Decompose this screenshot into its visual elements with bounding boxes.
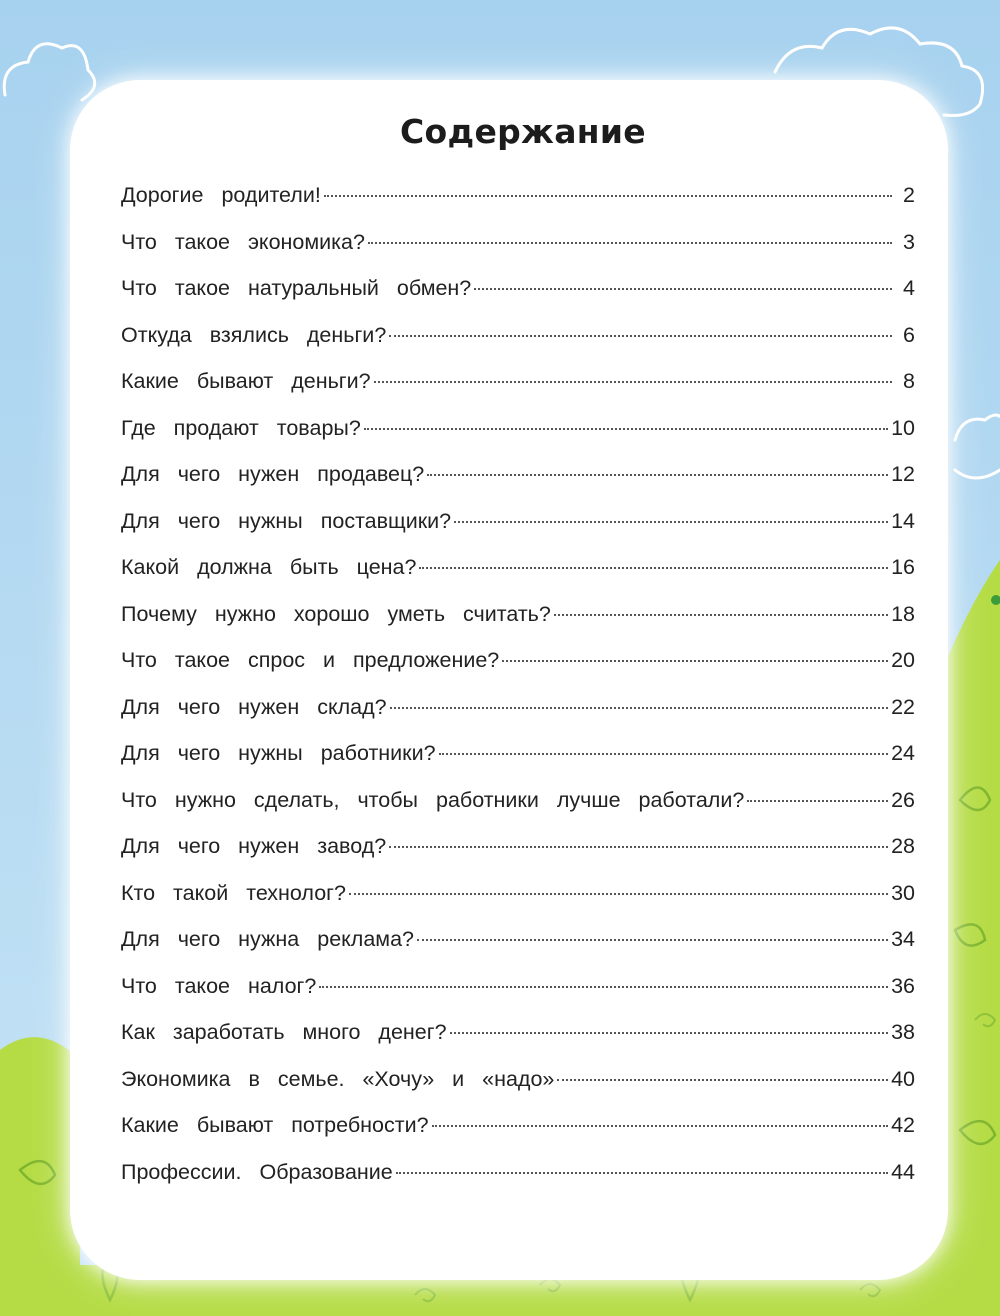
toc-entry[interactable] xyxy=(121,172,915,219)
toc-entry-page-number: 24 xyxy=(891,741,915,765)
toc-entry[interactable] xyxy=(121,405,915,452)
toc-entry-page-number: 36 xyxy=(891,973,915,998)
toc-entry[interactable] xyxy=(121,1149,915,1196)
toc-entry-page-number: 28 xyxy=(891,834,915,858)
toc-entry-page-number: 20 xyxy=(891,648,915,672)
toc-entry-title: Для чего нужна реклама? xyxy=(121,927,414,951)
toc-dot-leader xyxy=(374,381,892,383)
toc-dot-leader xyxy=(349,893,888,895)
toc-entry-title: Как заработать много денег? xyxy=(121,1020,447,1044)
toc-dot-leader xyxy=(432,1125,889,1127)
toc-entry-title: Для чего нужны работники? xyxy=(121,741,436,765)
toc-dot-leader xyxy=(324,195,892,197)
toc-entry[interactable] xyxy=(121,777,915,824)
toc-entry-title: Что нужно сделать, чтобы работники лучше работали? xyxy=(121,787,745,812)
toc-entry-page-number: 38 xyxy=(891,1020,915,1044)
toc-dot-leader xyxy=(364,428,888,430)
toc-entry[interactable] xyxy=(121,916,915,963)
toc-entry-title: Что такое экономика? xyxy=(121,229,365,254)
toc-entry-page-number: 10 xyxy=(891,415,915,440)
toc-dot-leader xyxy=(396,1172,888,1174)
toc-entry-page-number: 14 xyxy=(891,508,915,533)
toc-entry-title: Что такое спрос и предложение? xyxy=(121,648,500,672)
toc-dot-leader xyxy=(502,660,888,662)
toc-entry-page-number: 6 xyxy=(903,322,915,347)
toc-entry[interactable] xyxy=(121,591,915,638)
toc-dot-leader xyxy=(554,614,888,616)
toc-entry-title: Что такое налог? xyxy=(121,973,317,998)
toc-entry[interactable] xyxy=(121,544,915,591)
toc-entry-title: Откуда взялись деньги? xyxy=(121,322,387,347)
toc-entry-title: Какие бывают потребности? xyxy=(121,1113,429,1137)
toc-entry-page-number: 12 xyxy=(891,462,915,486)
toc-entry-page-number: 18 xyxy=(891,601,915,626)
toc-entry-page-number: 4 xyxy=(903,276,915,300)
toc-entry[interactable] xyxy=(121,312,915,359)
toc-entry-page-number: 26 xyxy=(891,787,915,812)
toc-dot-leader xyxy=(417,939,888,941)
toc-entry-title: Какие бывают деньги? xyxy=(121,369,371,393)
toc-entry[interactable] xyxy=(121,265,915,312)
toc-entry-page-number: 3 xyxy=(903,229,915,254)
toc-entry-page-number: 40 xyxy=(891,1066,915,1091)
toc-entry[interactable] xyxy=(121,1102,915,1149)
toc-entry[interactable] xyxy=(121,637,915,684)
toc-entry-page-number: 2 xyxy=(903,183,915,207)
table-of-contents xyxy=(121,172,915,1195)
toc-dot-leader xyxy=(319,986,888,988)
toc-entry-title: Для чего нужен продавец? xyxy=(121,462,425,486)
toc-entry-page-number: 44 xyxy=(891,1159,915,1184)
toc-entry-page-number: 22 xyxy=(891,694,915,719)
toc-entry-title: Дорогие родители! xyxy=(121,183,321,207)
toc-dot-leader xyxy=(368,242,892,244)
toc-entry-title: Экономика в семье. «Хочу» и «надо» xyxy=(121,1066,555,1091)
toc-dot-leader xyxy=(747,800,888,802)
toc-entry[interactable] xyxy=(121,963,915,1010)
toc-entry[interactable] xyxy=(121,451,915,498)
toc-dot-leader xyxy=(389,335,892,337)
toc-dot-leader xyxy=(389,846,888,848)
toc-entry[interactable] xyxy=(121,358,915,405)
toc-entry-title: Где продают товары? xyxy=(121,415,361,440)
toc-entry[interactable] xyxy=(121,1056,915,1103)
toc-entry[interactable] xyxy=(121,1009,915,1056)
toc-entry[interactable] xyxy=(121,823,915,870)
toc-dot-leader xyxy=(390,707,888,709)
toc-entry-title: Для чего нужны поставщики? xyxy=(121,508,452,533)
toc-entry-title: Профессии. Образование xyxy=(121,1159,393,1184)
toc-entry-page-number: 8 xyxy=(903,369,915,393)
toc-entry-title: Кто такой технолог? xyxy=(121,880,346,905)
toc-dot-leader xyxy=(454,521,888,523)
toc-entry-title: Какой должна быть цена? xyxy=(121,555,417,579)
toc-entry[interactable] xyxy=(121,870,915,917)
toc-entry-title: Почему нужно хорошо уметь считать? xyxy=(121,601,551,626)
toc-dot-leader xyxy=(557,1079,888,1081)
toc-entry-title: Для чего нужен завод? xyxy=(121,834,387,858)
toc-entry-page-number: 16 xyxy=(891,555,915,579)
toc-entry[interactable] xyxy=(121,498,915,545)
toc-entry[interactable] xyxy=(121,684,915,731)
toc-entry-title: Для чего нужен склад? xyxy=(121,694,387,719)
toc-dot-leader xyxy=(427,474,888,476)
toc-entry-title: Что такое натуральный обмен? xyxy=(121,276,472,300)
toc-entry[interactable] xyxy=(121,219,915,266)
toc-dot-leader xyxy=(474,288,892,290)
toc-entry-page-number: 30 xyxy=(891,880,915,905)
toc-dot-leader xyxy=(419,567,888,569)
toc-dot-leader xyxy=(450,1032,889,1034)
toc-entry[interactable] xyxy=(121,730,915,777)
toc-entry-page-number: 42 xyxy=(891,1113,915,1137)
toc-entry-page-number: 34 xyxy=(891,927,915,951)
toc-dot-leader xyxy=(439,753,889,755)
page-title: Содержание xyxy=(400,112,646,151)
